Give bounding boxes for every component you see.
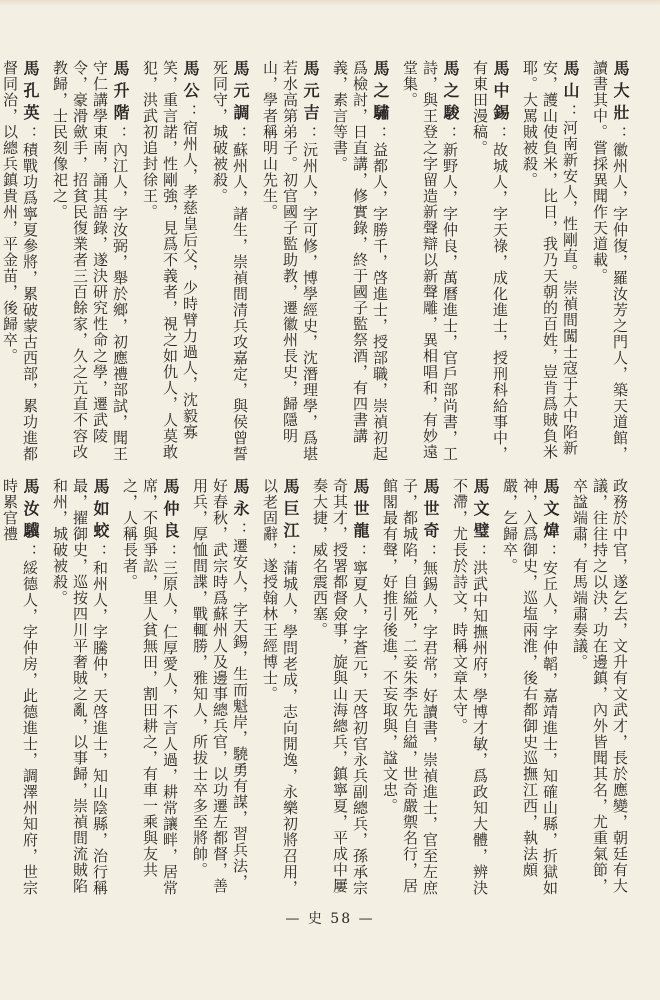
entry-ma-jujiang: 馬巨江：蒲城人，學問老成，志向閒逸，永樂初將召用，以老固辭，遂授翰林王經博士。 (261, 478, 300, 896)
entry-ma-rujiao: 馬如蛟：和州人，字騰仲，天啓進士，知山陰縣，治行稱最，擢御史，巡按四川平奢賊之亂，以事歸，崇禎間流賊陷和州，城破被殺。 (51, 478, 110, 896)
entry-ma-zhongliang: 馬仲良：三原人，仁厚愛人，不言人過，耕常讓畔，居常席，不與爭訟，里人貧無田，割田耕之，有車一乘與友共之，人稱長者。 (121, 478, 180, 896)
entry-ma-wenbi: 馬文璧：洪武中知撫州府，學博才敏，爲政知大體，辨決不滯，尤長於詩文，時稱文章太守。 (451, 478, 490, 896)
entry-ma-zhijun: 馬之駿：新野人，字仲良，萬曆進士，官戶部尚書，工詩，與王登之字留造新聲辯以新聲雕，異相唱和，有妙遠堂集。 (401, 60, 460, 462)
entry-wensheng-continued: 政務於中官，遂乞去，文升有文武才，長於應變，朝廷有大議，往往持之以決，功在邊鎮，內外皆聞其名，尤重氣節，卒諡端肅，有馬端肅奏議。 (571, 478, 629, 894)
entry-ma-shilong: 馬世龍：寧夏人，字蒼元，天啓初官永兵副總兵，孫承宗奇其才，授署都督僉事，旋與山海總兵，鎮寧夏，平成中屢奏大捷，威名震西塞。 (311, 478, 370, 896)
entry-ma-gong: 馬公：宿州人，孝慈皇后父，少時臂力過人，沈毅寡笑，重言諾，性剛強，見爲不義者，視之如仇人，人莫敢犯，洪武初追封徐王。 (141, 60, 200, 460)
entry-ma-zhongxi: 馬中錫：故城人，字天祿，成化進士，授刑科給事中，有東田漫稿。 (471, 60, 510, 462)
entry-ma-shengjie: 馬升階：內江人，字汝弼，舉於鄉，初應禮部試，聞王守仁講學東南，誦其語錄，遂決研究性命之學，遷武陵令，豪滑歛手，招貧民復業者三百餘家，久之亢直不容改教歸，士民刻像祀之。 (51, 60, 130, 462)
page-number: — 史 58 — (285, 911, 375, 927)
bottom-entries-block (1, 478, 630, 898)
entry-ma-shiqi: 馬世奇：無錫人，字君常，好讀書，崇禎進士，官至左庶子，都城陷，自縊死，二妾朱李先自縊，世奇嚴禦名行，居館閣最有聲，好推引後進，不妄取與，諡文忠。 (381, 478, 440, 896)
entry-ma-yuanji: 馬元吉：沅州人，字可修，博學經史，沈潛理學，爲堪若水高第弟子。初官國子監助教，遷徽州長史，歸隱明山，學者稱明山先生。 (261, 60, 320, 462)
entry-ma-zhisu: 馬之驌：益都人，字勝千，啓進士，授部職，崇禎初起爲檢討，日直講，修實錄，終于國子監祭酒，有四書講義，素言等書。 (331, 60, 390, 462)
entry-ma-wenwei: 馬文煒：安丘人，字仲韜，嘉靖進士，知確山縣，折獄如神，入爲御史，巡塩兩淮，後右都御史巡撫江西，執法頗嚴，乞歸卒。 (501, 478, 560, 896)
entry-ma-shan: 馬山：河南新安人，性剛直。崇禎間闖士寇于大中陷新安，護山使負米，比日，我乃天朝的百姓，豈肯爲賊負米耶。大罵賊被殺。 (521, 60, 580, 460)
entry-ma-kongying: 馬孔英：積戰功爲寧夏參將，累破蒙古西部，累功進都督同治，以總兵鎮貴州，平金苗，後歸卒。 (1, 60, 40, 462)
entry-ma-ruji: 馬汝驥：綏德人，字仲房，此德進士，調澤州知府，世宗時累官禮 (1, 478, 40, 896)
entry-ma-dazhuang: 馬大壯：徽州人，字仲復，羅汝芳之門人，築天道館，讀書其中。嘗採異聞作天道載。 (591, 60, 630, 462)
entry-ma-yong: 馬永：遷安人，字天錫，生而魁岸，驍勇有謀，習兵法，好春秋，武宗時爲蘇州人及邊事總兵官，以功遷左都督，善用兵，厚恤間諜，戰輒勝，雅知人，所拔士卒多至將帥。 (191, 478, 250, 894)
top-entries-block (1, 60, 630, 470)
entry-ma-yuandiao: 馬元調：蘇州人，諸生，崇禎間清兵攻嘉定，與侯曾誓死同守，城破被殺。 (211, 60, 250, 462)
scan-edge (0, 0, 660, 6)
